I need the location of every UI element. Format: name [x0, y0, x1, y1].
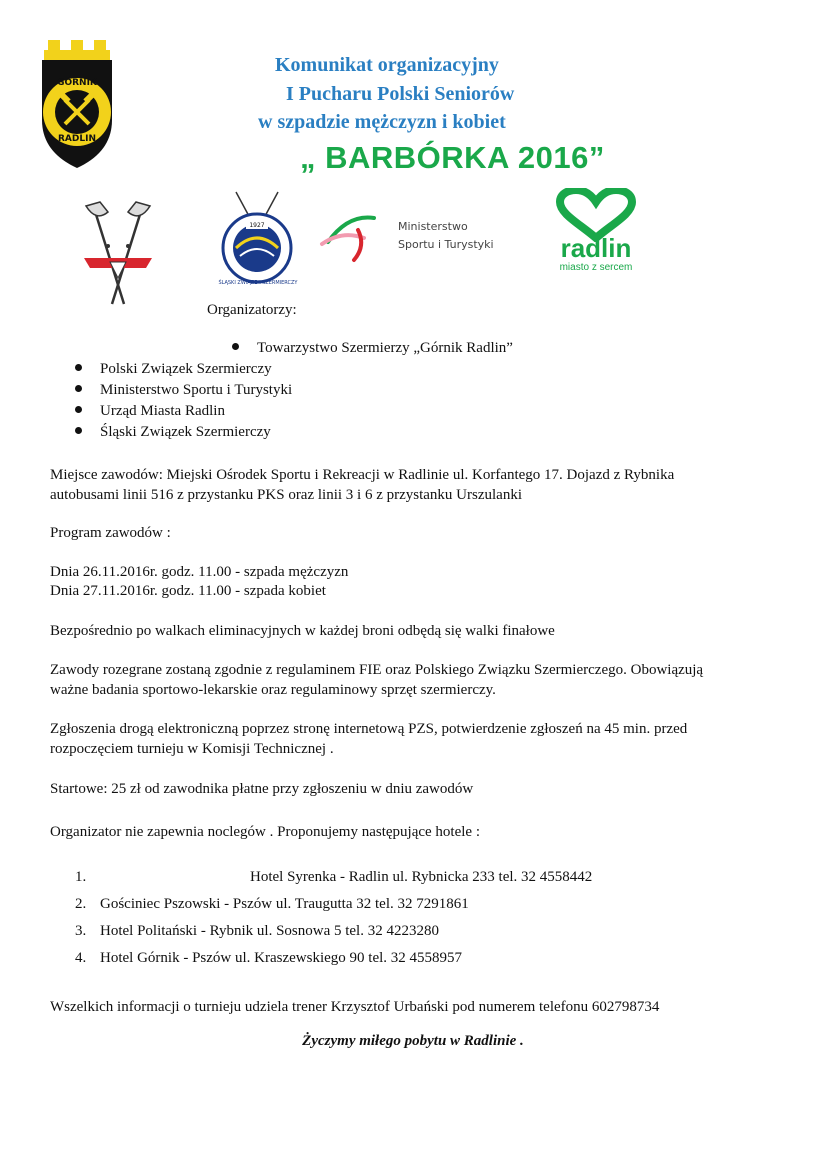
closing-wish: Życzymy miłego pobytu w Radlinie .	[302, 1033, 524, 1049]
organizer-text: Polski Związek Szermierczy	[100, 361, 272, 377]
registration-line-2: rozpoczęciem turnieju w Komisji Technicznej .	[50, 741, 334, 757]
hotel-number: 4.	[75, 950, 87, 966]
hotel-text: Hotel Górnik - Pszów ul. Kraszewskiego 90 tel. 32 4558957	[100, 950, 463, 966]
rules-line-2: ważne badania sportowo-lekarskie oraz regulaminowy sprzęt szermierczy.	[50, 682, 496, 698]
ssz-logo	[216, 188, 298, 288]
radlin-tagline: miasto z sercem	[559, 262, 633, 273]
ministry-logo	[318, 208, 498, 264]
radlin-name: radlin	[560, 233, 632, 263]
bullet-icon	[75, 364, 82, 371]
title-line-2: I Pucharu Polski Seniorów	[286, 83, 515, 105]
organizer-text: Ministerstwo Sportu i Turystyki	[100, 382, 293, 398]
program-day-1: Dnia 26.11.2016r. godz. 11.00 - szpada mężczyzn	[50, 564, 349, 580]
program-label: Program zawodów :	[50, 525, 171, 541]
hotel-item	[75, 869, 593, 886]
bullet-icon	[75, 385, 82, 392]
hotel-number: 3.	[75, 923, 87, 939]
rules-line-1: Zawody rozegrane zostaną zgodnie z regulaminem FIE oraz Polskiego Związku Szermierczego. Obowiązują	[50, 662, 704, 678]
title-line-1: Komunikat organizacyjny	[275, 54, 499, 76]
organizers-label: Organizatorzy:	[207, 302, 297, 318]
organizer-item	[75, 361, 272, 378]
gornik-logo-bottom-text: RADLIN	[58, 134, 96, 144]
hotel-text: Hotel Politański - Rybnik ul. Sosnowa 5 tel. 32 4223280	[100, 923, 439, 939]
finals-note: Bezpośrednio po walkach eliminacyjnych w każdej broni odbędą się walki finałowe	[50, 623, 555, 639]
ministry-name-line1: Ministerstwo	[398, 220, 468, 233]
venue-line-1: Miejsce zawodów: Miejski Ośrodek Sportu i Rekreacji w Radlinie ul. Korfantego 17. Dojazd z Rybnika	[50, 467, 675, 483]
hotel-text: Gościniec Pszowski - Pszów ul. Traugutta 32 tel. 32 7291861	[100, 896, 469, 912]
hotel-number: 1.	[75, 869, 87, 885]
organizer-item	[232, 340, 513, 357]
ssz-year: 1927	[246, 222, 268, 229]
program-day-2: Dnia 27.11.2016r. godz. 11.00 - szpada kobiet	[50, 583, 326, 599]
ssz-ring-text: ŚLĄSKI ZWIĄZEK SZERMIERCZY	[218, 280, 298, 286]
organizer-text: Urząd Miasta Radlin	[100, 403, 225, 419]
registration-line-1: Zgłoszenia drogą elektroniczną poprzez stronę internetową PZS, potwierdzenie zgłoszeń na 45 min. przed	[50, 721, 688, 737]
organizer-item	[75, 382, 292, 399]
gornik-radlin-logo	[38, 40, 116, 168]
radlin-logo	[540, 188, 652, 280]
title-line-3: w szpadzie mężczyzn i kobiet	[258, 111, 506, 133]
bullet-icon	[75, 427, 82, 434]
bullet-icon	[232, 343, 239, 350]
organizer-text: Śląski Związek Szermierczy	[100, 424, 271, 440]
organizer-item	[75, 403, 225, 420]
gornik-logo-top-text: GÓRNIK	[57, 78, 97, 88]
fencing-emblem-logo	[78, 198, 158, 308]
organizer-text: Towarzystwo Szermierzy „Górnik Radlin”	[257, 340, 513, 356]
hotel-text: Hotel Syrenka - Radlin ul. Rybnicka 233 tel. 32 4558442	[250, 869, 593, 885]
event-name: „ BARBÓRKA 2016”	[300, 140, 605, 175]
venue-line-2: autobusami linii 516 z przystanku PKS oraz linii 3 i 6 z przystanku Urszulanki	[50, 487, 523, 503]
hotel-item	[75, 950, 463, 967]
entry-fee: Startowe: 25 zł od zawodnika płatne przy zgłoszeniu w dniu zawodów	[50, 781, 474, 797]
hotel-number: 2.	[75, 896, 87, 912]
hotel-item	[75, 923, 439, 940]
bullet-icon	[75, 406, 82, 413]
contact-info: Wszelkich informacji o turnieju udziela trener Krzysztof Urbański pod numerem telefonu 602798734	[50, 999, 660, 1015]
organizer-item	[75, 424, 271, 441]
hotel-item	[75, 896, 469, 913]
hotels-intro: Organizator nie zapewnia noclegów . Proponujemy następujące hotele :	[50, 824, 480, 840]
ministry-name-line2: Sportu i Turystyki	[398, 238, 494, 251]
